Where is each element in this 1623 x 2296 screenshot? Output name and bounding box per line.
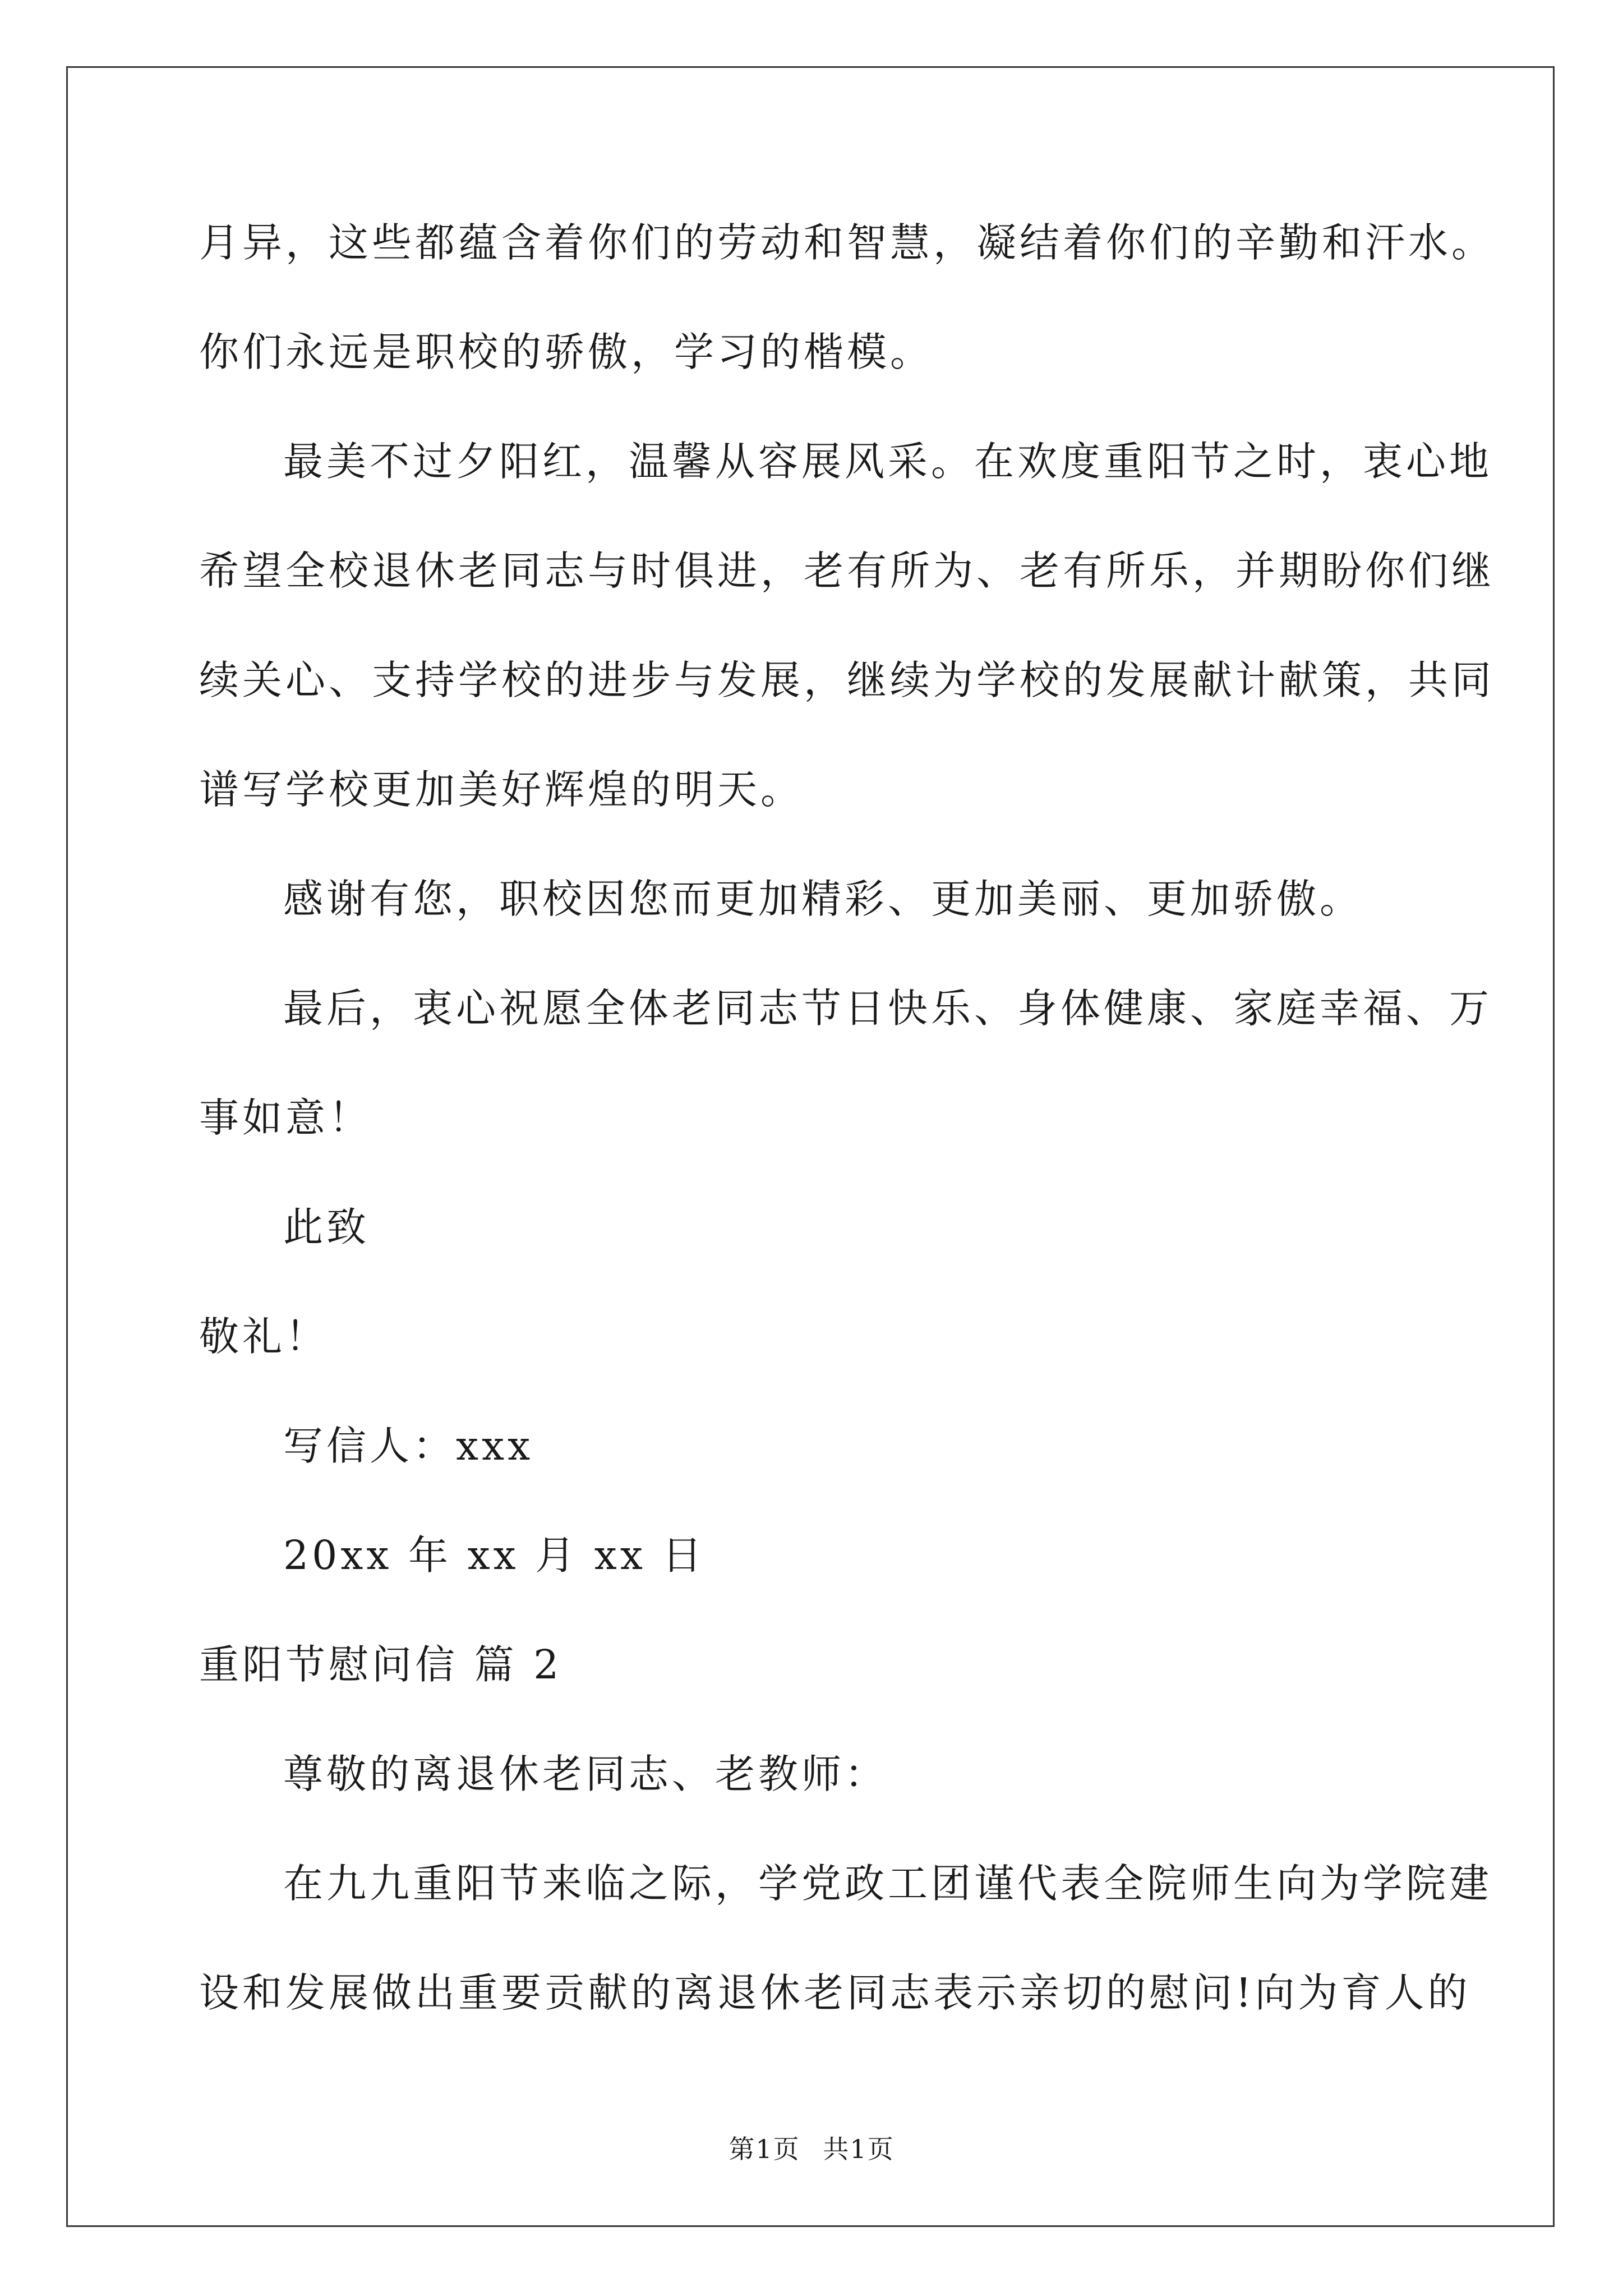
text-line: 感谢有您，职校因您而更加精彩、更加美丽、更加骄傲。 <box>283 876 1363 922</box>
text-line: 你们永远是职校的骄傲，学习的楷模。 <box>199 329 934 375</box>
text-line: 续关心、支持学校的进步与发展，继续为学校的发展献计献策，共同 <box>199 657 1495 703</box>
page-footer <box>0 2129 1623 2166</box>
salutation-line: 此致 <box>283 1204 370 1250</box>
date-line: 20xx 年 xx 月 xx 日 <box>283 1532 706 1579</box>
text-line: 在九九重阳节来临之际，学党政工团谨代表全院师生向为学院建 <box>283 1860 1493 1907</box>
text-line: 事如意！ <box>199 1094 372 1141</box>
greeting-line: 尊敬的离退休老同志、老教师： <box>283 1751 888 1797</box>
text-line: 最后，衷心祝愿全体老同志节日快乐、身体健康、家庭幸福、万 <box>283 985 1493 1032</box>
text-line: 希望全校退休老同志与时俱进，老有所为、老有所乐，并期盼你们继 <box>199 547 1495 594</box>
salutation-line: 敬礼！ <box>199 1313 329 1360</box>
document-body <box>199 188 1495 2047</box>
page-number-current: 第1页 <box>728 2134 800 2164</box>
signature-line: 写信人：xxx <box>283 1423 534 1469</box>
text-line: 设和发展做出重要贡献的离退休老同志表示亲切的慰问!向为育人的 <box>199 1970 1471 2016</box>
section-heading: 重阳节慰问信 篇 2 <box>199 1641 562 1688</box>
text-line: 月异，这些都蕴含着你们的劳动和智慧，凝结着你们的辛勤和汗水。 <box>199 219 1495 266</box>
page-number-total: 共1页 <box>823 2134 895 2164</box>
text-line: 谱写学校更加美好辉煌的明天。 <box>199 766 804 813</box>
text-line: 最美不过夕阳红，温馨从容展风采。在欢度重阳节之时，衷心地 <box>283 438 1493 485</box>
